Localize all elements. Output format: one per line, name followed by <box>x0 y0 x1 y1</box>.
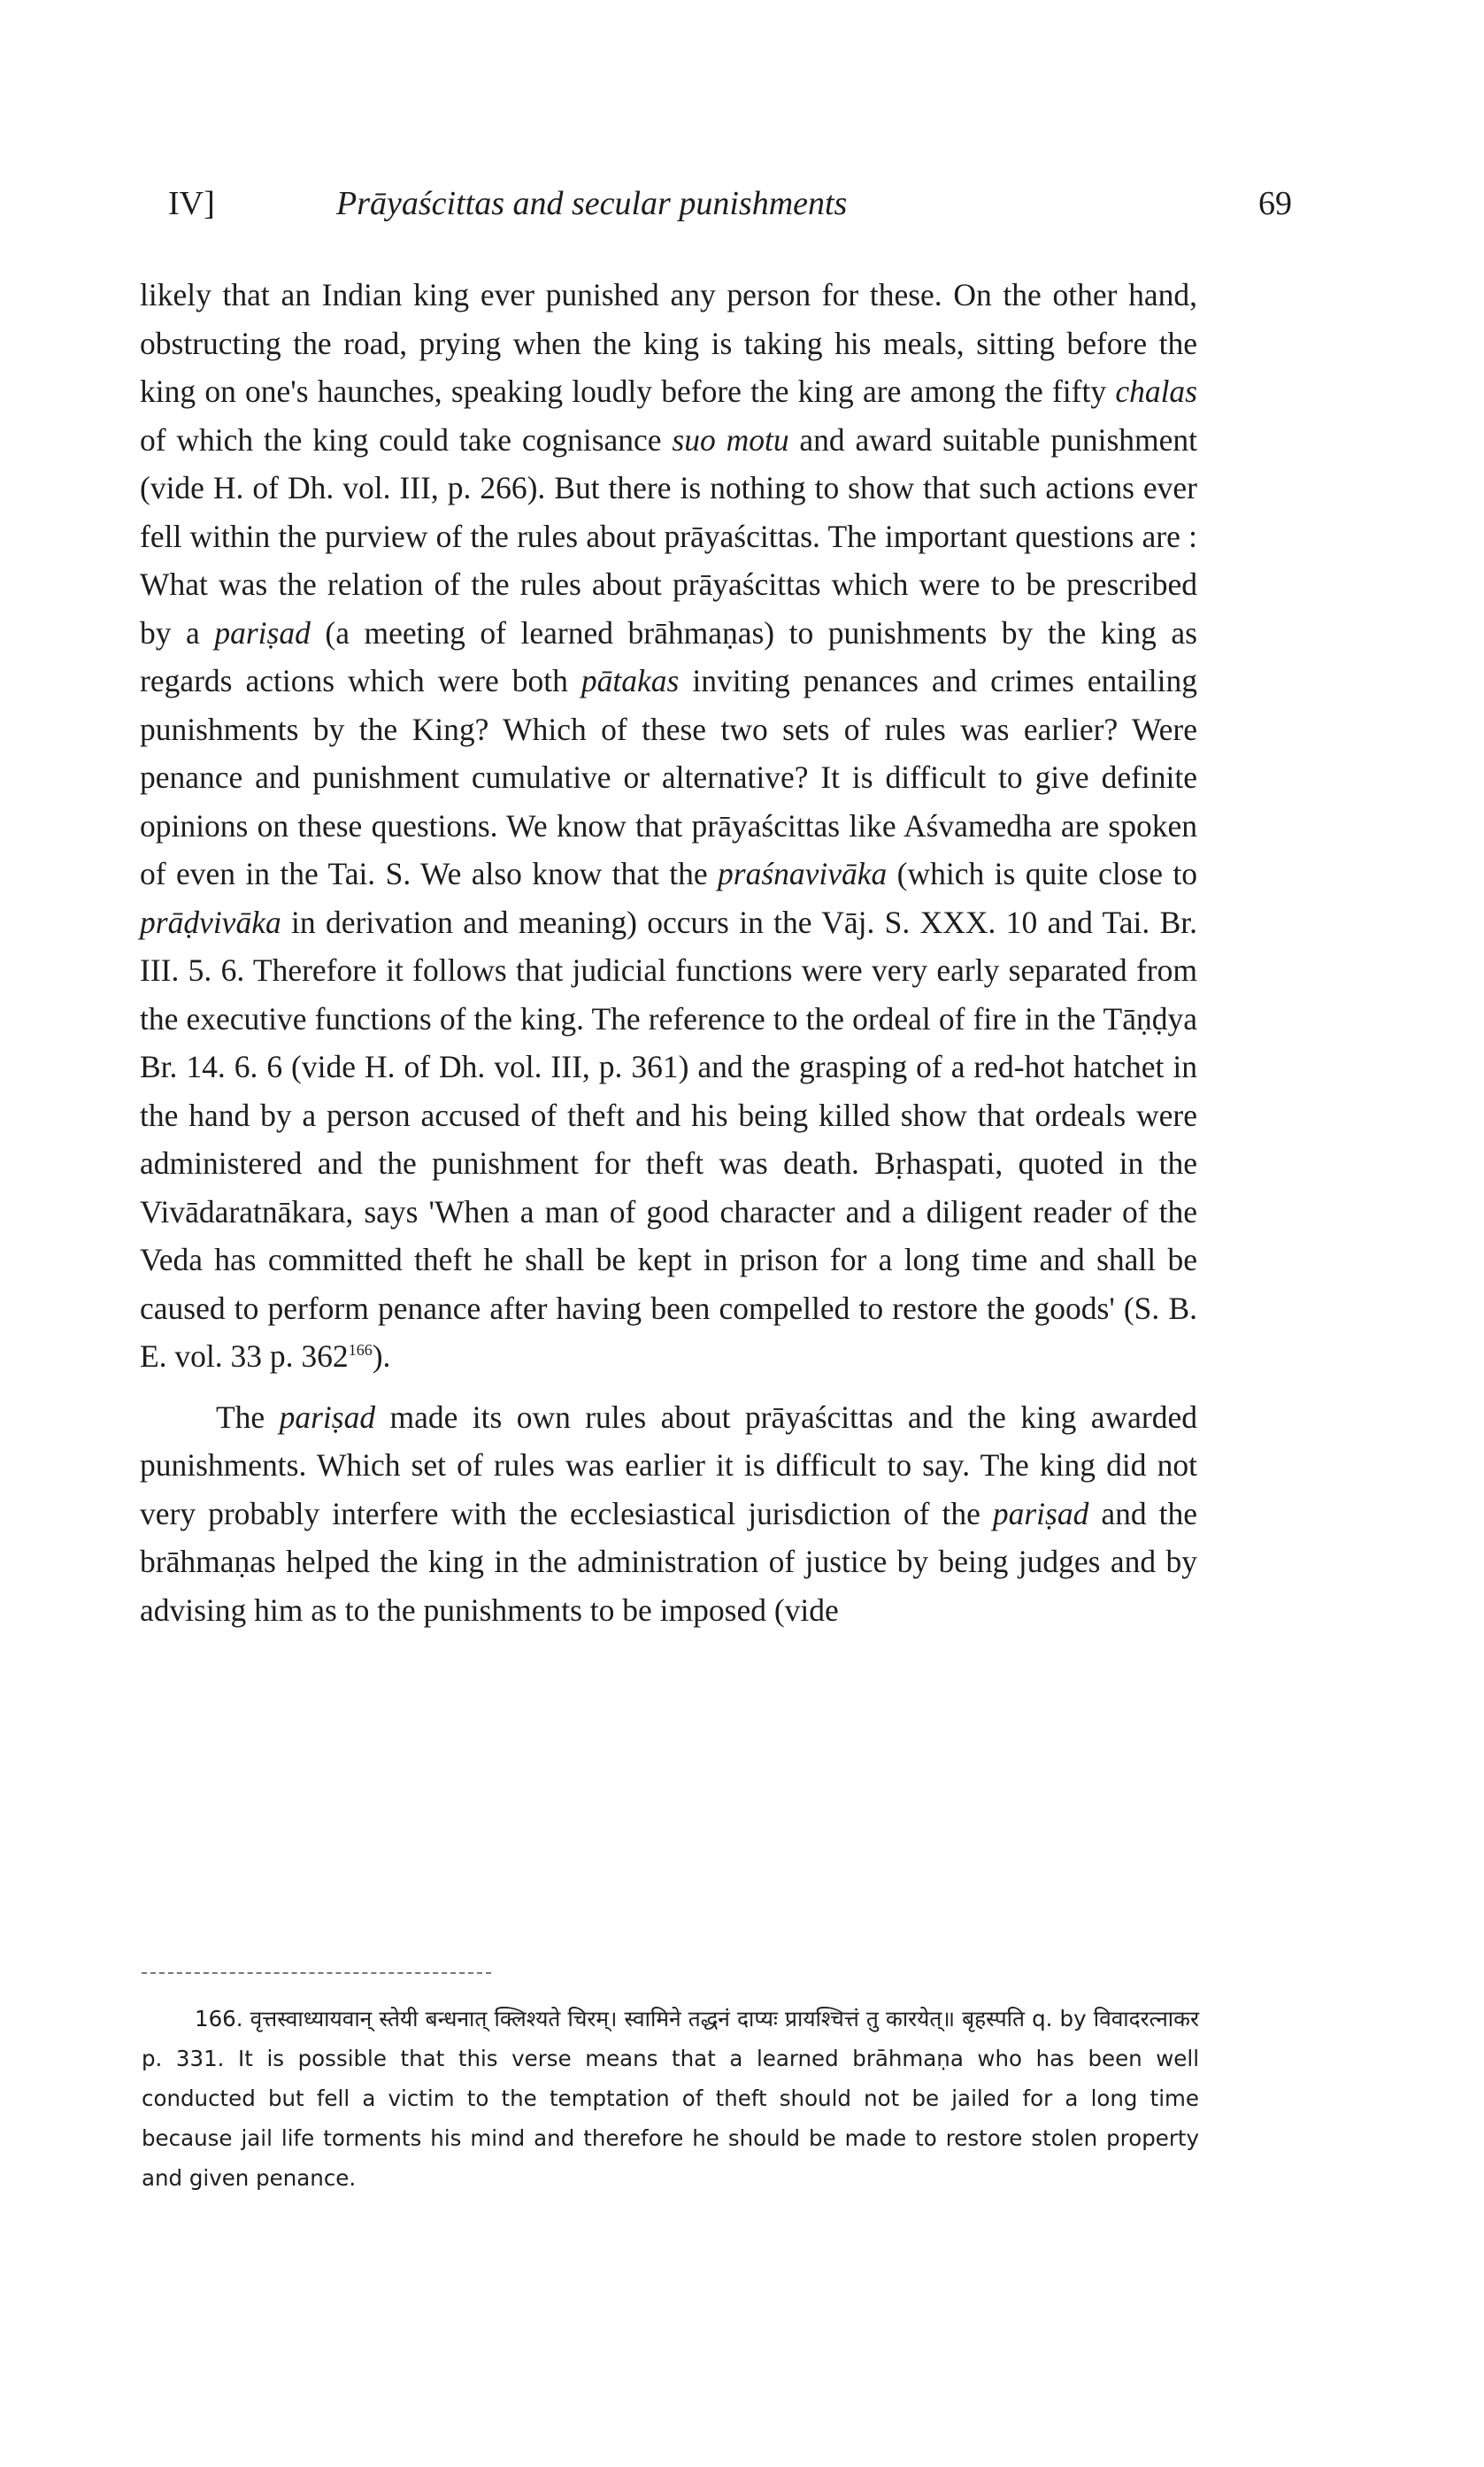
text-run: likely that an Indian king ever punished any person for these. On the other hand, obstructing the road, prying when the king is taking his meals, sitting before the king on one's haunches, speaking loudly before the king are among the fifty <box>140 277 1197 409</box>
italic-term: praśnavivāka <box>718 856 888 891</box>
body-text <box>140 271 1197 1634</box>
text-run: The <box>216 1399 280 1435</box>
page-number: 69 <box>1258 185 1292 222</box>
italic-term: pariṣad <box>279 1399 376 1435</box>
italic-term: prāḍvivāka <box>140 904 281 940</box>
text-run: ). <box>372 1338 391 1374</box>
text-run: and award suitable punishment (vide H. of Dh. vol. III, p. 266). But there is nothing to show that such actions ever fell within the purview of the rules about prāyaścittas. The important questions are : What was the relation of the rules about prāyaścittas which were to be prescribed by a <box>140 421 1197 651</box>
running-title: Prāyaścittas and secular punishments <box>336 185 848 222</box>
italic-term: pātakas <box>581 663 680 698</box>
italic-term: chalas <box>1115 374 1197 409</box>
paragraph-2 <box>140 1393 1197 1635</box>
text-run: inviting penances and crimes entailing punishments by the King? Which of these two sets of rules was earlier? Were penance and punishment cumulative or alternative? It is difficult to give definite opinions on these questions. We know that prāyaścittas like Aśvamedha are spoken of even in the Tai. S. We also know that the <box>140 663 1197 891</box>
chapter-number: IV] <box>168 185 215 222</box>
text-run: in derivation and meaning) occurs in the Vāj. S. XXX. 10 and Tai. Br. III. 5. 6. Therefore it follows that judicial functions were very early separated from the executive functions of the king. The reference to the ordeal of fire in the Tāṇḍya Br. 14. 6. 6 (vide H. of Dh. vol. III, p. 361) and the grasping of a red-hot hatchet in the hand by a person accused of theft and his being killed show that ordeals were administered and the punishment for theft was death. Bṛhaspati, quoted in the Vivādaratnākara, says 'When a man of good character and a diligent reader of the Veda has committed theft he shall be kept in prison for a long time and shall be caused to perform penance after having been compelled to restore the goods' (S. B. E. vol. 33 p. 362 <box>140 904 1197 1374</box>
text-run: made its own rules about prāyaścittas and the king awarded punishments. Which set of rules was earlier it is difficult to say. The king did not very probably interfere with the ecclesiastical jurisdiction of the <box>140 1399 1197 1531</box>
running-head <box>168 184 1327 237</box>
italic-term: pariṣad <box>992 1495 1089 1531</box>
italic-term: pariṣad <box>214 614 311 651</box>
footnotes <box>142 1999 1199 2198</box>
footnote-divider <box>142 1972 491 1974</box>
text-run: and the brāhmaṇas helped the king in the administration of justice by being judges and by advising him as to the punishments to be imposed (vide <box>140 1495 1197 1628</box>
text-run: of which the king could take cognisance <box>140 421 673 458</box>
italic-term: suo motu <box>672 421 789 458</box>
text-run: (a meeting of learned brāhmaṇas) to punishments by the king as regards actions which were both <box>140 614 1197 698</box>
footnote-166: 166. वृत्तस्वाध्यायवान् स्तेयी बन्धनात् क्लिश्यते चिरम्। स्वामिने तद्धनं दाप्यः प्रायश्चित्तं तु कारयेत्॥ बृहस्पति q. by विवादरत्नाकर p. 331. It is possible that this verse means that a learned brāhmaṇa who has been well conducted but fell a victim to the temptation of theft should not be jailed for a long time because jail life torments his mind and therefore he should be made to restore stolen property and given penance. <box>142 2006 1199 2191</box>
paragraph-1 <box>140 271 1197 1381</box>
footnote-reference: 166 <box>348 1341 373 1360</box>
text-run: (which is quite close to <box>887 856 1198 891</box>
